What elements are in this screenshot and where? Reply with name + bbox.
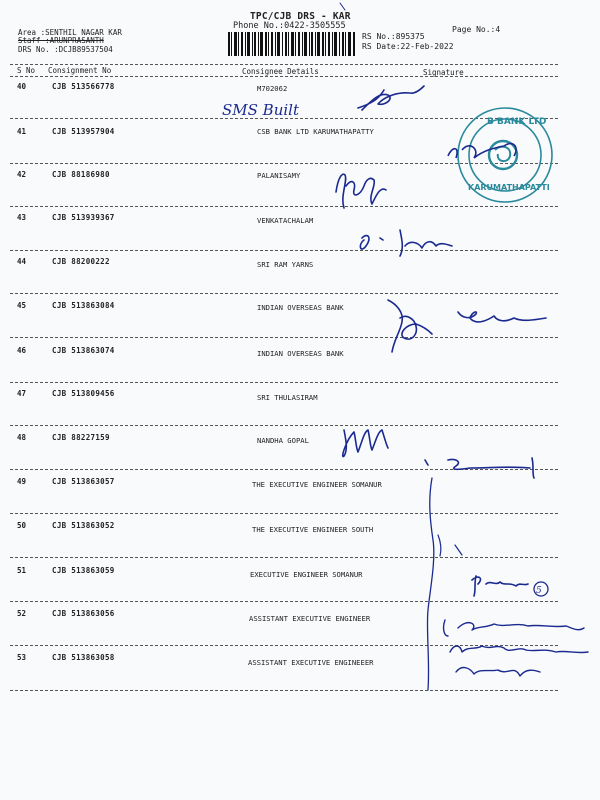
row-consignment: CJB 513863084: [52, 301, 115, 310]
row-separator: [10, 557, 558, 558]
table-row: [0, 474, 600, 516]
row-consignment: CJB 513863056: [52, 609, 115, 618]
table-row: [0, 210, 600, 252]
row-separator: [10, 293, 558, 294]
row-sno: 42: [17, 170, 27, 179]
row-separator: [10, 382, 558, 383]
row-consignee: EXECUTIVE ENGINEER SOMANUR: [250, 570, 363, 579]
col-consignment-header: Consignment No: [48, 66, 112, 75]
header-top-rule: [10, 64, 558, 65]
table-row: [0, 518, 600, 560]
row-sno: 48: [17, 433, 27, 442]
row-sno: 40: [17, 82, 27, 91]
row-sno: 49: [17, 477, 27, 486]
tick-mark: [340, 3, 345, 10]
row-sno: 53: [17, 653, 27, 662]
page-number: Page No.:4: [452, 25, 501, 34]
row-consignment: CJB 88200222: [52, 257, 110, 266]
table-row: [0, 606, 600, 648]
table-row: [0, 343, 600, 385]
table-row: [0, 79, 600, 121]
row-separator: [10, 250, 558, 251]
handwriting-row-40: SMS Built: [222, 101, 299, 119]
row-consignee: ASSISTANT EXECUTIVE ENGINEEER: [248, 658, 374, 667]
row-separator: [10, 206, 558, 207]
col-signature-header: Signature: [423, 68, 464, 77]
row-consignee: VENKATACHALAM: [257, 216, 314, 225]
handwriting-circle-5: 5: [536, 586, 542, 596]
row-separator: [10, 163, 558, 164]
table-row: [0, 650, 600, 692]
row-consignee: CSB BANK LTD KARUMATHAPATTY: [257, 127, 374, 136]
row-consignee: SRI RAM YARNS: [257, 260, 314, 269]
row-consignment: CJB 513863058: [52, 653, 115, 662]
drs-number: DRS No. :DCJB89537504: [18, 45, 113, 54]
row-separator: [10, 513, 558, 514]
rs-date: RS Date:22-Feb-2022: [362, 42, 454, 51]
row-consignee: THE EXECUTIVE ENGINEER SOUTH: [252, 525, 374, 534]
row-consignment: CJB 513863059: [52, 566, 115, 575]
row-consignment: CJB 513863057: [52, 477, 115, 486]
row-separator: [10, 337, 558, 338]
row-sno: 43: [17, 213, 27, 222]
row-sno: 41: [17, 127, 27, 136]
table-row: [0, 386, 600, 428]
row-consignee: INDIAN OVERSEAS BANK: [257, 349, 344, 358]
table-row: [0, 254, 600, 296]
row-consignee: THE EXECUTIVE ENGINEER SOMANUR: [252, 480, 382, 489]
row-consignment: CJB 513863074: [52, 346, 115, 355]
row-consignee: SRI THULASIRAM: [257, 393, 318, 402]
stamp-text-bottom: KARUMATHAPATTI: [468, 183, 550, 192]
header-bottom-rule: [10, 76, 558, 77]
row-consignment: CJB 513809456: [52, 389, 115, 398]
table-row: [0, 430, 600, 472]
row-separator: [10, 601, 558, 602]
row-separator: [10, 469, 558, 470]
row-separator: [10, 645, 558, 646]
row-sno: 45: [17, 301, 27, 310]
row-consignee: NANDHA GOPAL: [257, 436, 309, 445]
barcode: [228, 32, 356, 56]
row-sno: 44: [17, 257, 27, 266]
row-consignment: CJB 513863052: [52, 521, 115, 530]
row-sno: 51: [17, 566, 27, 575]
row-consignment: CJB 88227159: [52, 433, 110, 442]
col-sno-header: S No: [17, 66, 36, 75]
row-consignment: CJB 513566778: [52, 82, 115, 91]
row-separator: [10, 425, 558, 426]
table-row: [0, 124, 600, 166]
stamp-text-top: B BANK LTD: [487, 117, 547, 127]
col-consignee-header: Consignee Details: [242, 67, 319, 76]
row-consignee: ASSISTANT EXECUTIVE ENGINEER: [249, 614, 371, 623]
row-separator: [10, 118, 558, 119]
row-consignee: INDIAN OVERSEAS BANK: [257, 303, 344, 312]
row-separator: [10, 690, 558, 691]
row-consignee: M702062: [257, 84, 288, 93]
row-consignment: CJB 513957904: [52, 127, 115, 136]
staff-field: Staff :ARUNPRASANTH: [18, 36, 104, 45]
row-sno: 46: [17, 346, 27, 355]
table-row: [0, 167, 600, 209]
rs-number: RS No.:895375: [362, 32, 425, 41]
area-field: Area :SENTHIL NAGAR KAR: [18, 28, 122, 37]
table-row: [0, 563, 600, 605]
document-title: TPC/CJB DRS - KAR: [250, 11, 351, 22]
row-sno: 50: [17, 521, 27, 530]
row-consignment: CJB 513939367: [52, 213, 115, 222]
row-sno: 52: [17, 609, 27, 618]
row-consignee: PALANISAMY: [257, 171, 301, 180]
phone-number: Phone No.:0422-3505555: [233, 21, 346, 31]
row-sno: 47: [17, 389, 27, 398]
row-consignment: CJB 88186980: [52, 170, 110, 179]
table-row: [0, 298, 600, 340]
